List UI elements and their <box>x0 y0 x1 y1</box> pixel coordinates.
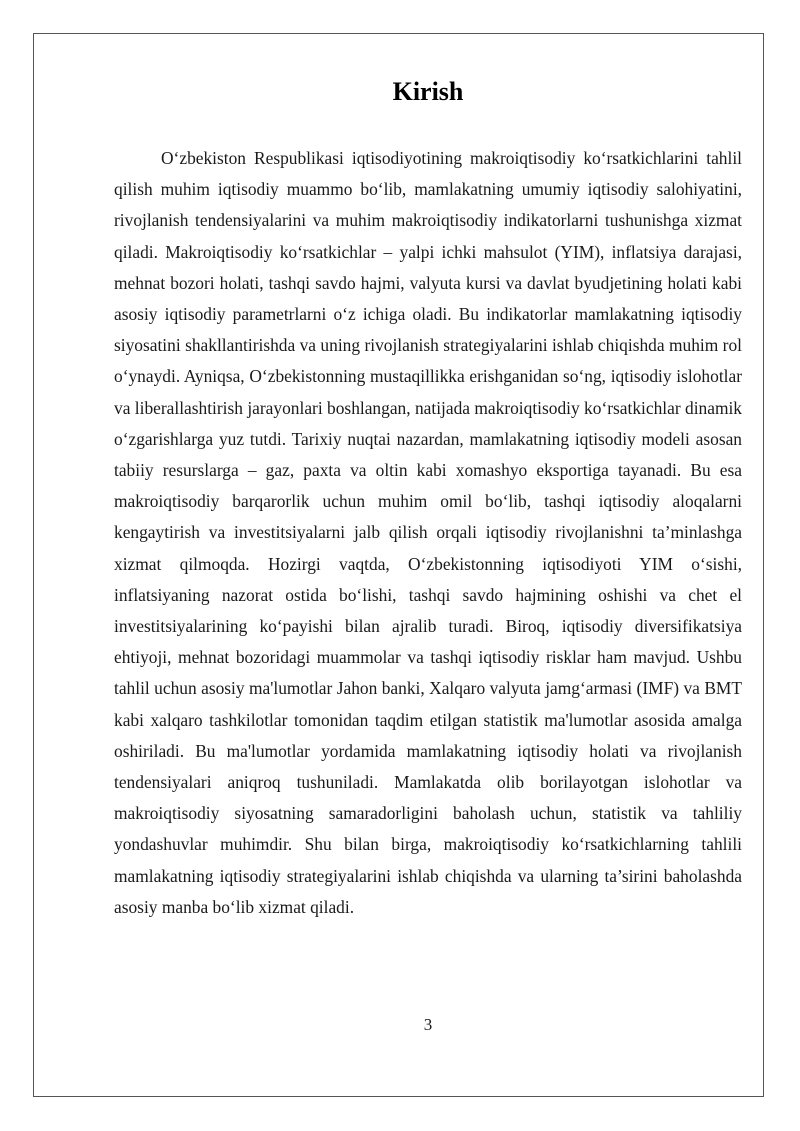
page-number: 3 <box>423 1015 433 1034</box>
intro-paragraph: O‘zbekiston Respublikasi iqtisodiyotining makroiqtisodiy ko‘rsatkichlarini tahlil qilish muhim iqtisodiy muammo bo‘lib, mamlakatning umumiy iqtisodiy salohiyatini, rivojlanish tendensiyalarini va muhim makroiqtisodiy indikatorlarni tushunishga xizmat qiladi. Makroiqtisodiy ko‘rsatkichlar – yalpi ichki mahsulot (YIM), inflatsiya darajasi, mehnat bozori holati, tashqi savdo hajmi, valyuta kursi va davlat byudjetining holati kabi asosiy iqtisodiy parametrlarni o‘z ichiga oladi. Bu indikatorlar mamlakatning iqtisodiy siyosatini shakllantirishda va uning rivojlanish strategiyalarini ishlab chiqishda muhim rol o‘ynaydi. Ayniqsa, O‘zbekistonning mustaqillikka erishganidan so‘ng, iqtisodiy islohotlar va liberallashtirish jarayonlari boshlangan, natijada makroiqtisodiy ko‘rsatkichlar dinamik o‘zgarishlarga yuz tutdi. Tarixiy nuqtai nazardan, mamlakatning iqtisodiy modeli asosan tabiiy resurslarga – gaz, paxta va oltin kabi xomashyo eksportiga tayanadi. Bu esa makroiqtisodiy barqarorlik uchun muhim omil bo‘lib, tashqi iqtisodiy aloqalarni kengaytirish va investitsiyalarni jalb qilish orqali iqtisodiy rivojlanishni ta’minlashga xizmat qilmoqda. Hozirgi vaqtda, O‘zbekistonning iqtisodiyoti YIM o‘sishi, inflatsiyaning nazorat ostida bo‘lishi, tashqi savdo hajmining oshishi va chet el investitsiyalarining ko‘payishi bilan ajralib turadi. Biroq, iqtisodiy diversifikatsiya ehtiyoji, mehnat bozoridagi muammolar va tashqi iqtisodiy risklar ham mavjud. Ushbu tahlil uchun asosiy ma'lumotlar Jahon banki, Xalqaro valyuta jamg‘armasi (IMF) va BMT kabi xalqaro tashkilotlar tomonidan taqdim etilgan statistik ma'lumotlar asosida amalga oshiriladi. Bu ma'lumotlar yordamida mamlakatning iqtisodiy holati va rivojlanish tendensiyalari aniqroq tushuniladi. Mamlakatda olib borilayotgan islohotlar va makroiqtisodiy siyosatning samaradorligini baholash uchun, statistik va tahliliy yondashuvlar muhimdir. Shu bilan birga, makroiqtisodiy ko‘rsatkichlarning tahlili mamlakatning iqtisodiy strategiyalarini ishlab chiqishda va ularning ta’sirini baholashda asosiy manba bo‘lib xizmat qiladi. <box>114 148 742 917</box>
page-title: Kirish <box>392 77 464 106</box>
